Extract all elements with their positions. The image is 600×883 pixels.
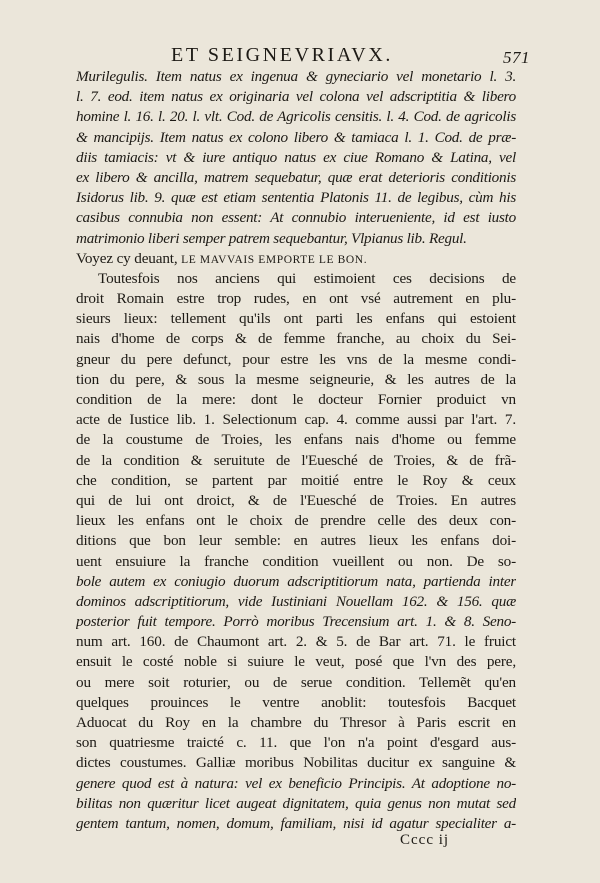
text-line xyxy=(76,491,516,511)
text-line xyxy=(76,794,516,814)
line-text: num art. 160. de Chaumont art. 2. & 5. de Bar art. 71. le fruict xyxy=(76,633,516,651)
text-line xyxy=(76,632,516,652)
line-text: dictes coustumes. Galliæ moribus Nobilitas ducitur ex sanguine & xyxy=(76,754,516,772)
body-text xyxy=(76,67,516,834)
text-line xyxy=(76,753,516,773)
line-text: Murilegulis. Item natus ex ingenua & gyneciario vel monetario l. 3. xyxy=(76,68,516,85)
page-number: 571 xyxy=(503,48,530,67)
line-text: tion du pere, & sous la mesme seigneurie, & les autres de la xyxy=(76,370,516,388)
text-line xyxy=(76,168,516,188)
line-text: ditions que bon leur semble: en autres lieux les enfans doi- xyxy=(76,532,516,550)
text-line xyxy=(76,552,516,572)
text-line xyxy=(76,652,516,672)
text-line xyxy=(76,289,516,309)
running-head: ET SEIGNEVRIAVX. xyxy=(171,44,393,66)
line-text: acte de Iustice lib. 1. Selectionum cap. 4. comme aussi par l'art. 7. xyxy=(76,411,516,429)
line-text: sieurs lieux: tellement qu'ils ont parti les enfans qui estoient xyxy=(76,310,516,328)
line-text: bole autem ex coniugio duorum adscriptitiorum nata, partienda inter xyxy=(76,572,516,590)
line-text: gentem tantum, nomen, domum, familiam, nisi id agatur specialiter a- xyxy=(76,814,516,832)
line-text: matrimonio liberi semper patrem sequebantur, Vlpianus lib. Regul. xyxy=(76,229,467,247)
text-line xyxy=(76,67,516,87)
line-text: droit Romain estre trop rudes, en ont vsé autrement en plu- xyxy=(76,290,516,308)
line-text: uent ensuiure la franche condition vueillent ou non. De so- xyxy=(76,552,516,570)
text-line xyxy=(76,774,516,794)
line-text: posterior fuit tempore. Porrò moribus Trecensium art. 1. & 8. Seno- xyxy=(76,613,516,631)
line-text: homine l. 16. l. 20. l. vlt. Cod. de Agricolis censitis. l. 4. Cod. de agricolis xyxy=(76,108,516,126)
text-line xyxy=(76,410,516,430)
text-line xyxy=(76,249,516,269)
text-line xyxy=(76,612,516,632)
line-text: lieux les enfans ont le choix de prendre celle des deux con- xyxy=(76,512,516,530)
text-line xyxy=(76,128,516,148)
line-text: che condition, se partent par moitié entre le Roy & ceux xyxy=(76,471,516,489)
text-line xyxy=(76,229,516,249)
line-text: ex libero & ancilla, matrem sequebatur, quæ erat deterioris conditionis xyxy=(76,168,516,186)
line-text: ensuit le costé noble si suiure le veut, posé que l'vn des pere, xyxy=(76,653,516,671)
line-text: genere quod est à natura: vel ex beneficio Principis. At adoptione no- xyxy=(76,774,516,792)
text-line xyxy=(76,572,516,592)
text-line xyxy=(76,329,516,349)
line-text: qui de lui ont droict, & de l'Euesché de Troies. En autres xyxy=(76,491,516,509)
text-line xyxy=(76,531,516,551)
line-text: & mancipijs. Item natus ex colono libero & tamiaca l. 1. Cod. de præ- xyxy=(76,128,516,146)
line-text: Voyez cy deuant, xyxy=(76,249,182,267)
text-line xyxy=(76,713,516,733)
text-line xyxy=(76,673,516,693)
text-line xyxy=(76,370,516,390)
text-line xyxy=(76,208,516,228)
line-text: ou mere soit roturier, ou de serue condition. Tellemẽt qu'en xyxy=(76,673,516,691)
line-text: condition de la mere: dont le docteur Fornier produict vn xyxy=(76,391,516,408)
text-line xyxy=(76,309,516,329)
text-line xyxy=(76,107,516,127)
text-line xyxy=(76,188,516,208)
line-text: nais d'home de corps & de femme franche, au choix du Sei- xyxy=(76,330,516,348)
line-text: dominos adscriptitiorum, vide Iustiniani Nouellam 162. & 156. quæ xyxy=(76,592,516,610)
text-line xyxy=(76,350,516,370)
line-text: son quatriesme traicté c. 11. que l'on n'a point d'esgard aus- xyxy=(76,734,516,752)
small-caps-heading: LE MAVVAIS EMPORTE LE BON. xyxy=(181,253,368,266)
text-line xyxy=(76,693,516,713)
line-text: casibus connubia non essent: At connubio interueniente, id est iusto xyxy=(76,209,516,227)
text-line xyxy=(76,471,516,491)
signature-mark: Cccc ij xyxy=(400,832,450,848)
line-text: bilitas non quæritur licet augeat dignitatem, quia genus non mutat sed xyxy=(76,794,516,812)
text-line xyxy=(76,814,516,834)
text-line xyxy=(76,390,516,410)
text-line xyxy=(76,269,516,289)
text-line xyxy=(76,511,516,531)
text-line xyxy=(76,148,516,168)
line-text: Toutesfois nos anciens qui estimoient ces decisions de xyxy=(98,269,516,287)
text-line xyxy=(76,451,516,471)
line-text: gneur du pere defunct, pour estre les vns de la mesme condi- xyxy=(76,350,516,368)
line-text: quelques prouinces le ventre anoblit: toutesfois Bacquet xyxy=(76,693,516,711)
text-line xyxy=(76,592,516,612)
line-text: diis tamiacis: vt & iure antiquo natus ex ciue Romano & Latina, vel xyxy=(76,148,516,166)
line-text: Aduocat du Roy en la chambre du Thresor à Paris escrit en xyxy=(76,714,516,731)
text-line xyxy=(76,430,516,450)
text-line xyxy=(76,733,516,753)
line-text: de la coustume de Troies, les enfans nais d'home ou femme xyxy=(76,431,516,449)
line-text: l. 7. eod. item natus ex originaria vel colona vel adscriptitia & libero xyxy=(76,88,516,106)
text-line xyxy=(76,87,516,107)
line-text: Isidorus lib. 9. quæ est etiam sententia Platonis 11. de legibus, cùm his xyxy=(76,189,516,207)
line-text: de la condition & seruitute de l'Euesché de Troies, & de frã- xyxy=(76,451,516,469)
